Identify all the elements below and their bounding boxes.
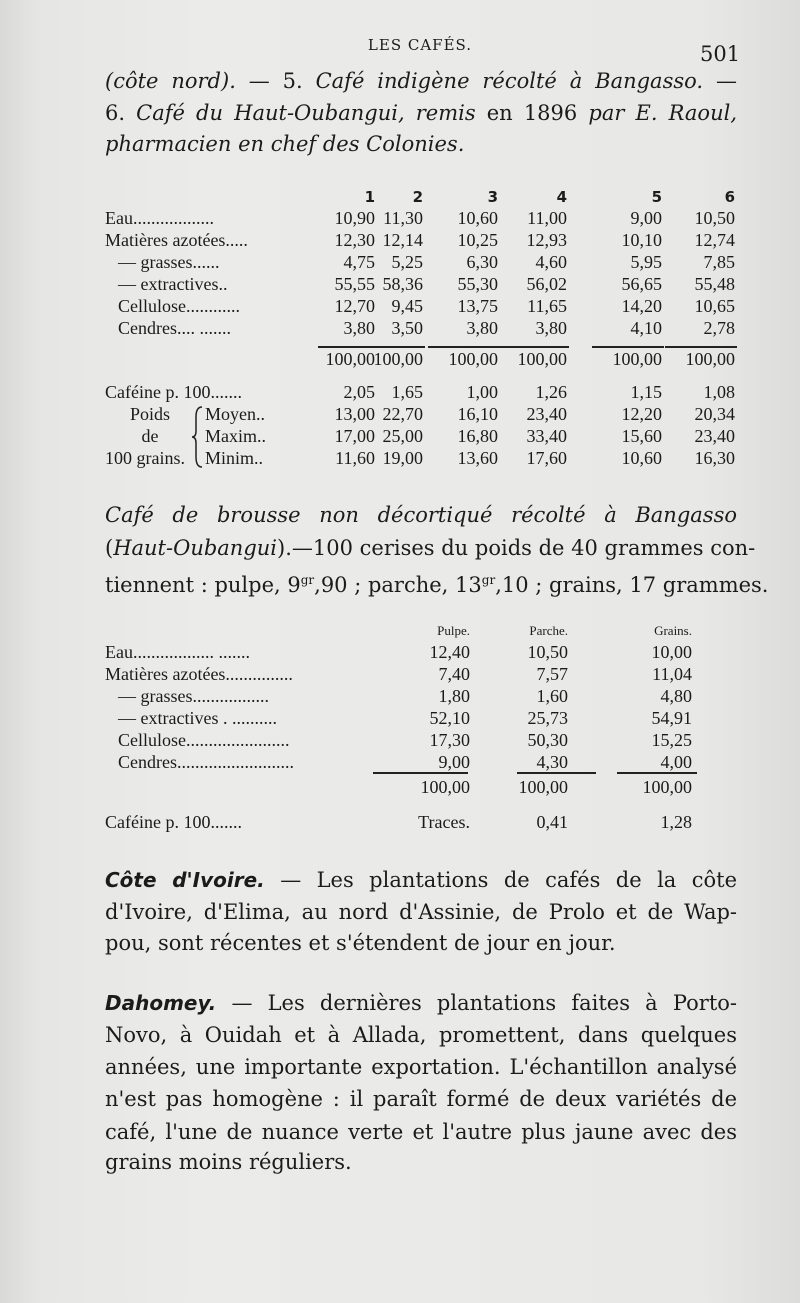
table-cell: 56,02 bbox=[526, 274, 567, 294]
brace-icon bbox=[190, 405, 204, 469]
row-label: Matières azotées..... bbox=[105, 230, 248, 250]
table-cell: 55,48 bbox=[694, 274, 735, 294]
table-cell: 17,30 bbox=[429, 730, 470, 750]
table-cell: 3,80 bbox=[466, 318, 498, 338]
table-cell: 10,50 bbox=[527, 642, 568, 662]
row-label: Moyen.. bbox=[205, 404, 265, 424]
brousse-line bbox=[105, 533, 756, 563]
text-run: années, une importante exportation. L'échantillon analysé bbox=[105, 1055, 737, 1079]
text-run: par E. Raoul, bbox=[588, 101, 737, 125]
table-cell: 10,65 bbox=[694, 296, 735, 316]
table-cell: 54,91 bbox=[651, 708, 692, 728]
row-label: — grasses................. bbox=[118, 686, 269, 706]
total-cell: 100,00 bbox=[373, 349, 423, 369]
row-label: Cendres.......................... bbox=[118, 752, 294, 772]
text-run: gr bbox=[300, 573, 315, 587]
table-cell: 10,60 bbox=[457, 208, 498, 228]
column-header: 1 bbox=[364, 188, 375, 206]
dahomey-line bbox=[105, 1052, 737, 1082]
brousse-line bbox=[105, 565, 769, 600]
group-label: Poids bbox=[129, 404, 171, 424]
table-cell: 5,95 bbox=[630, 252, 662, 272]
table-cell: 3,80 bbox=[343, 318, 375, 338]
column-header: 2 bbox=[412, 188, 423, 206]
column-header: Grains. bbox=[654, 623, 692, 638]
table-cell: 5,25 bbox=[391, 252, 423, 272]
cote-ivoire-line bbox=[105, 928, 737, 958]
text-run: gr bbox=[481, 573, 496, 587]
section-heading: Dahomey. bbox=[105, 991, 217, 1015]
text-run: ,90 ; parche, 13 bbox=[314, 573, 482, 597]
column-header: 5 bbox=[651, 188, 662, 206]
table-cell: 3,50 bbox=[391, 318, 423, 338]
text-run: — 5. bbox=[235, 69, 316, 93]
total-cell: 100,00 bbox=[517, 349, 567, 369]
text-run: Novo, à Ouidah et à Allada, promettent, dans quelques bbox=[105, 1023, 737, 1047]
text-run: ).—100 cerises du poids de 40 grammes con- bbox=[277, 536, 756, 560]
row-label: Maxim.. bbox=[205, 426, 266, 446]
total-cell: 100,00 bbox=[642, 777, 692, 797]
text-run: Café du Haut-Oubangui, remis bbox=[136, 101, 476, 125]
table-cell: 55,55 bbox=[334, 274, 375, 294]
text-run: ,10 ; grains, 17 grammes. bbox=[495, 573, 769, 597]
dahomey-line bbox=[105, 1147, 737, 1177]
table-cell: 4,10 bbox=[630, 318, 662, 338]
cote-ivoire-line bbox=[105, 865, 737, 895]
intro-line bbox=[105, 66, 737, 96]
table-cell: 0,41 bbox=[536, 812, 568, 832]
row-label: Eau.................. bbox=[105, 208, 214, 228]
row-label: — grasses...... bbox=[118, 252, 220, 272]
table-cell: 1,08 bbox=[703, 382, 735, 402]
text-run: café, l'une de nuance verte et l'autre plus jaune avec des bbox=[105, 1120, 737, 1144]
row-label: Cendres.... ....... bbox=[118, 318, 231, 338]
table-cell: 1,80 bbox=[438, 686, 470, 706]
table-cell: 55,30 bbox=[457, 274, 498, 294]
brousse-line bbox=[105, 500, 737, 530]
total-rule bbox=[373, 772, 468, 774]
table-cell: 12,40 bbox=[429, 642, 470, 662]
table-cell: 1,60 bbox=[536, 686, 568, 706]
column-header: 3 bbox=[487, 188, 498, 206]
table-cell: 10,25 bbox=[457, 230, 498, 250]
total-cell: 100,00 bbox=[325, 349, 375, 369]
table-cell: 9,45 bbox=[391, 296, 423, 316]
text-run: pou, sont récentes et s'étendent de jour en jour. bbox=[105, 931, 616, 955]
table-cell: 25,73 bbox=[527, 708, 568, 728]
table-cell: 12,74 bbox=[694, 230, 735, 250]
intro-line bbox=[105, 98, 737, 128]
total-cell: 100,00 bbox=[612, 349, 662, 369]
text-run: (côte nord). bbox=[105, 69, 236, 93]
table-cell: 1,15 bbox=[630, 382, 662, 402]
table-cell: 12,70 bbox=[334, 296, 375, 316]
table-cell: 12,30 bbox=[334, 230, 375, 250]
row-label: Matières azotées............... bbox=[105, 664, 293, 684]
total-cell: 100,00 bbox=[685, 349, 735, 369]
group-label: 100 grains. bbox=[105, 448, 185, 468]
text-run: pharmacien en chef des Colonies. bbox=[105, 132, 465, 156]
text-run: n'est pas homogène : il paraît formé de deux variétés de bbox=[105, 1087, 737, 1111]
table-cell: 20,34 bbox=[694, 404, 735, 424]
text-run: tiennent : pulpe, 9 bbox=[105, 573, 301, 597]
table-cell: 23,40 bbox=[694, 426, 735, 446]
text-run: Haut-Oubangui bbox=[113, 536, 278, 560]
dahomey-line bbox=[105, 988, 737, 1018]
row-label: Eau.................. ....... bbox=[105, 642, 250, 662]
table-cell: 3,80 bbox=[535, 318, 567, 338]
table-cell: 6,30 bbox=[466, 252, 498, 272]
column-header: Parche. bbox=[529, 623, 568, 638]
table-cell: 22,70 bbox=[382, 404, 423, 424]
table-cell: 52,10 bbox=[429, 708, 470, 728]
table-cell: 17,60 bbox=[526, 448, 567, 468]
table-cell: 12,20 bbox=[621, 404, 662, 424]
group-label: de bbox=[141, 426, 159, 446]
table-cell: 7,85 bbox=[703, 252, 735, 272]
running-title: LES CAFÉS. bbox=[367, 36, 473, 54]
table-cell: 58,36 bbox=[382, 274, 423, 294]
table-cell: 1,26 bbox=[535, 382, 567, 402]
text-run: d'Ivoire, d'Elima, au nord d'Assinie, de Prolo et de Wap- bbox=[105, 900, 737, 924]
row-label: Caféine p. 100....... bbox=[105, 382, 242, 402]
table-cell: 13,75 bbox=[457, 296, 498, 316]
row-label: Caféine p. 100....... bbox=[105, 812, 242, 832]
intro-line bbox=[105, 129, 737, 159]
text-run: — Les plantations de cafés de la côte bbox=[264, 868, 737, 892]
text-run: Café de brousse non décortiqué récolté à Bangasso bbox=[105, 503, 737, 527]
total-cell: 100,00 bbox=[420, 777, 470, 797]
table-cell: Traces. bbox=[418, 812, 470, 832]
table-cell: 33,40 bbox=[526, 426, 567, 446]
table-cell: 11,30 bbox=[383, 208, 423, 228]
table-cell: 12,93 bbox=[526, 230, 567, 250]
table-cell: 4,75 bbox=[343, 252, 375, 272]
table-cell: 16,30 bbox=[694, 448, 735, 468]
table-cell: 10,00 bbox=[651, 642, 692, 662]
page-number: 501 bbox=[700, 42, 741, 66]
table-cell: 11,60 bbox=[335, 448, 375, 468]
table-cell: 11,65 bbox=[527, 296, 567, 316]
table-cell: 9,00 bbox=[438, 752, 470, 772]
column-header: 4 bbox=[556, 188, 567, 206]
column-header: Pulpe. bbox=[437, 623, 470, 638]
dahomey-line bbox=[105, 1020, 737, 1050]
text-run: grains moins réguliers. bbox=[105, 1150, 352, 1174]
row-label: — extractives . .......... bbox=[118, 708, 277, 728]
dahomey-line bbox=[105, 1084, 737, 1114]
table-cell: 25,00 bbox=[382, 426, 423, 446]
row-label: — extractives.. bbox=[118, 274, 228, 294]
total-cell: 100,00 bbox=[518, 777, 568, 797]
table-cell: 16,10 bbox=[457, 404, 498, 424]
table-cell: 50,30 bbox=[527, 730, 568, 750]
column-header: 6 bbox=[724, 188, 735, 206]
table-cell: 9,00 bbox=[630, 208, 662, 228]
text-run: 6. bbox=[105, 101, 137, 125]
total-rule bbox=[617, 772, 697, 774]
table-cell: 17,00 bbox=[334, 426, 375, 446]
row-label: Minim.. bbox=[205, 448, 264, 468]
total-cell: 100,00 bbox=[448, 349, 498, 369]
table-cell: 4,00 bbox=[660, 752, 692, 772]
text-run: Café indigène récolté à Bangasso. bbox=[315, 69, 704, 93]
total-rule bbox=[517, 772, 596, 774]
table-cell: 16,80 bbox=[457, 426, 498, 446]
table-cell: 10,60 bbox=[621, 448, 662, 468]
table-cell: 56,65 bbox=[621, 274, 662, 294]
table-cell: 19,00 bbox=[382, 448, 423, 468]
table-cell: 10,90 bbox=[334, 208, 375, 228]
table-cell: 15,60 bbox=[621, 426, 662, 446]
table-cell: 4,80 bbox=[660, 686, 692, 706]
table-cell: 7,57 bbox=[536, 664, 568, 684]
table-cell: 23,40 bbox=[526, 404, 567, 424]
section-heading: Côte d'Ivoire. bbox=[105, 868, 265, 892]
table-cell: 11,00 bbox=[527, 208, 567, 228]
table-cell: 11,04 bbox=[652, 664, 692, 684]
cote-ivoire-line bbox=[105, 897, 737, 927]
table-cell: 2,05 bbox=[343, 382, 375, 402]
row-label: Cellulose............ bbox=[118, 296, 240, 316]
table-cell: 10,50 bbox=[694, 208, 735, 228]
text-run: en 1896 bbox=[475, 101, 589, 125]
text-run: ( bbox=[105, 536, 114, 560]
table-cell: 2,78 bbox=[703, 318, 735, 338]
row-label: Cellulose....................... bbox=[118, 730, 290, 750]
table-cell: 12,14 bbox=[382, 230, 423, 250]
text-run: — Les dernières plantations faites à Porto- bbox=[216, 991, 737, 1015]
table-cell: 15,25 bbox=[651, 730, 692, 750]
table-cell: 4,60 bbox=[535, 252, 567, 272]
dahomey-line bbox=[105, 1117, 737, 1147]
table-cell: 13,00 bbox=[334, 404, 375, 424]
table-cell: 14,20 bbox=[621, 296, 662, 316]
table-cell: 4,30 bbox=[536, 752, 568, 772]
text-run: — bbox=[703, 69, 737, 93]
table-cell: 7,40 bbox=[438, 664, 470, 684]
table-cell: 13,60 bbox=[457, 448, 498, 468]
table-cell: 1,00 bbox=[466, 382, 498, 402]
table-cell: 1,65 bbox=[391, 382, 423, 402]
table-cell: 1,28 bbox=[660, 812, 692, 832]
table-cell: 10,10 bbox=[621, 230, 662, 250]
